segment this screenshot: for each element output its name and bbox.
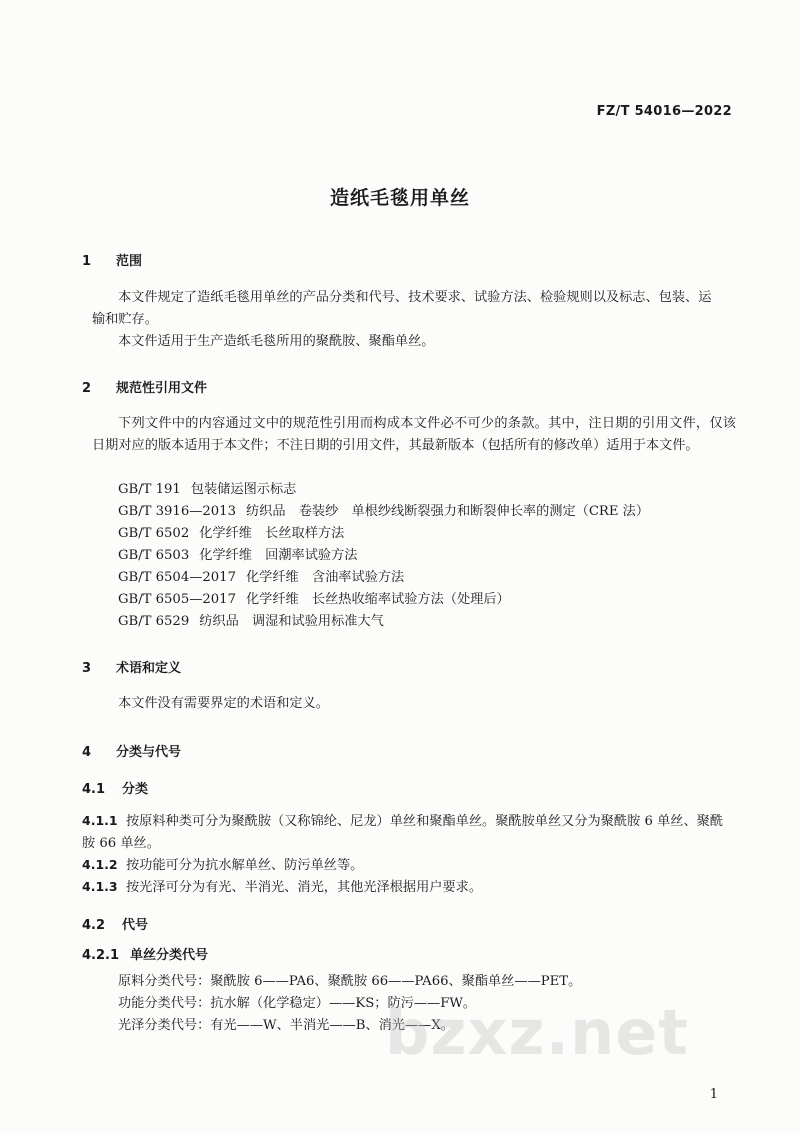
reference-title: 化学纤维 长丝取样方法 (199, 526, 345, 541)
reference-title: 化学纤维 长丝热收缩率试验方法（处理后） (245, 592, 510, 607)
paragraph-line: 输和贮存。 (92, 312, 158, 327)
subsection-number: 4.1 (82, 782, 106, 797)
reference-item (118, 479, 296, 501)
clause-text: 按功能可分为抗水解单丝、防污单丝等。 (126, 858, 364, 873)
clause-text: 按光泽可分为有光、半消光、消光，其他光泽根据用户要求。 (126, 880, 483, 895)
watermark: bzxz.net (385, 996, 689, 1069)
paragraph: 本文件适用于生产造纸毛毯所用的聚酰胺、聚酯单丝。 (118, 334, 435, 349)
section-heading (82, 741, 181, 760)
reference-code: GB/T 6505—2017 (118, 592, 236, 607)
subsection-number: 4.2.1 (82, 948, 120, 963)
reference-code: GB/T 3916—2013 (118, 504, 236, 519)
section-number: 4 (82, 745, 92, 760)
paragraph: 本文件没有需要界定的术语和定义。 (118, 696, 329, 711)
reference-code: GB/T 6502 (118, 526, 190, 541)
section-title: 规范性引用文件 (116, 381, 208, 396)
reference-title: 包装储运图示标志 (190, 482, 297, 497)
clause-text: 按原料种类可分为聚酰胺（又称锦纶、尼龙）单丝和聚酯单丝。聚酰胺单丝又分为聚酰胺 6 单丝、聚酰胺 66 单丝。 (82, 814, 724, 851)
reference-item (118, 545, 357, 567)
reference-title: 纺织品 调湿和试验用标准大气 (199, 614, 384, 629)
subsection-title: 代号 (122, 918, 149, 933)
code-line: 光泽分类代号：有光——W、半消光——B、消光——X。 (118, 1018, 454, 1033)
reference-code: GB/T 6503 (118, 548, 190, 563)
section-number: 1 (82, 254, 92, 269)
clause-number: 4.1.3 (82, 879, 118, 894)
reference-code: GB/T 191 (118, 482, 181, 497)
code-line: 功能分类代号：抗水解（化学稳定）——KS；防污——FW。 (118, 996, 477, 1011)
reference-title: 化学纤维 含油率试验方法 (245, 570, 405, 585)
reference-title: 纺织品 卷装纱 单根纱线断裂强力和断裂伸长率的测定（CRE 法） (245, 504, 650, 519)
section-heading (82, 657, 181, 676)
clause (82, 810, 736, 855)
reference-item (118, 501, 649, 523)
standard-code: FZ/T 54016—2022 (596, 104, 732, 119)
subsection-title: 分类 (122, 782, 149, 797)
reference-item (118, 589, 510, 611)
clause-number: 4.1.1 (82, 813, 118, 828)
reference-title: 化学纤维 回潮率试验方法 (199, 548, 358, 563)
reference-item (118, 567, 404, 589)
subsection-heading (82, 778, 148, 797)
page-number: 1 (709, 1087, 718, 1102)
reference-code: GB/T 6529 (118, 614, 190, 629)
subsection-number: 4.2 (82, 918, 106, 933)
section-heading (82, 377, 207, 396)
section-number: 3 (82, 661, 92, 676)
subsection-heading (82, 944, 208, 963)
subsection-heading (82, 914, 148, 933)
section-heading (82, 250, 142, 269)
code-line: 原料分类代号：聚酰胺 6——PA6、聚酰胺 66——PA66、聚酯单丝——PET。 (118, 974, 582, 989)
section-number: 2 (82, 381, 92, 396)
clause (82, 876, 482, 899)
paragraph-line: 本文件规定了造纸毛毯用单丝的产品分类和代号、技术要求、试验方法、检验规则以及标志、包装、运 (118, 290, 712, 305)
clause (82, 854, 363, 877)
section-title: 范围 (116, 254, 143, 269)
section-title: 分类与代号 (116, 745, 182, 760)
reference-item (118, 523, 344, 545)
document-title: 造纸毛毯用单丝 (329, 187, 470, 209)
clause-number: 4.1.2 (82, 857, 118, 872)
subsection-title: 单丝分类代号 (130, 948, 209, 963)
section-title: 术语和定义 (116, 661, 182, 676)
paragraph: 下列文件中的内容通过文中的规范性引用而构成本文件必不可少的条款。其中，注日期的引用文件，仅该日期对应的版本适用于本文件；不注日期的引用文件，其最新版本（包括所有的修改单）适用于本文件。 (92, 416, 736, 453)
reference-item (118, 611, 384, 633)
reference-code: GB/T 6504—2017 (118, 570, 236, 585)
